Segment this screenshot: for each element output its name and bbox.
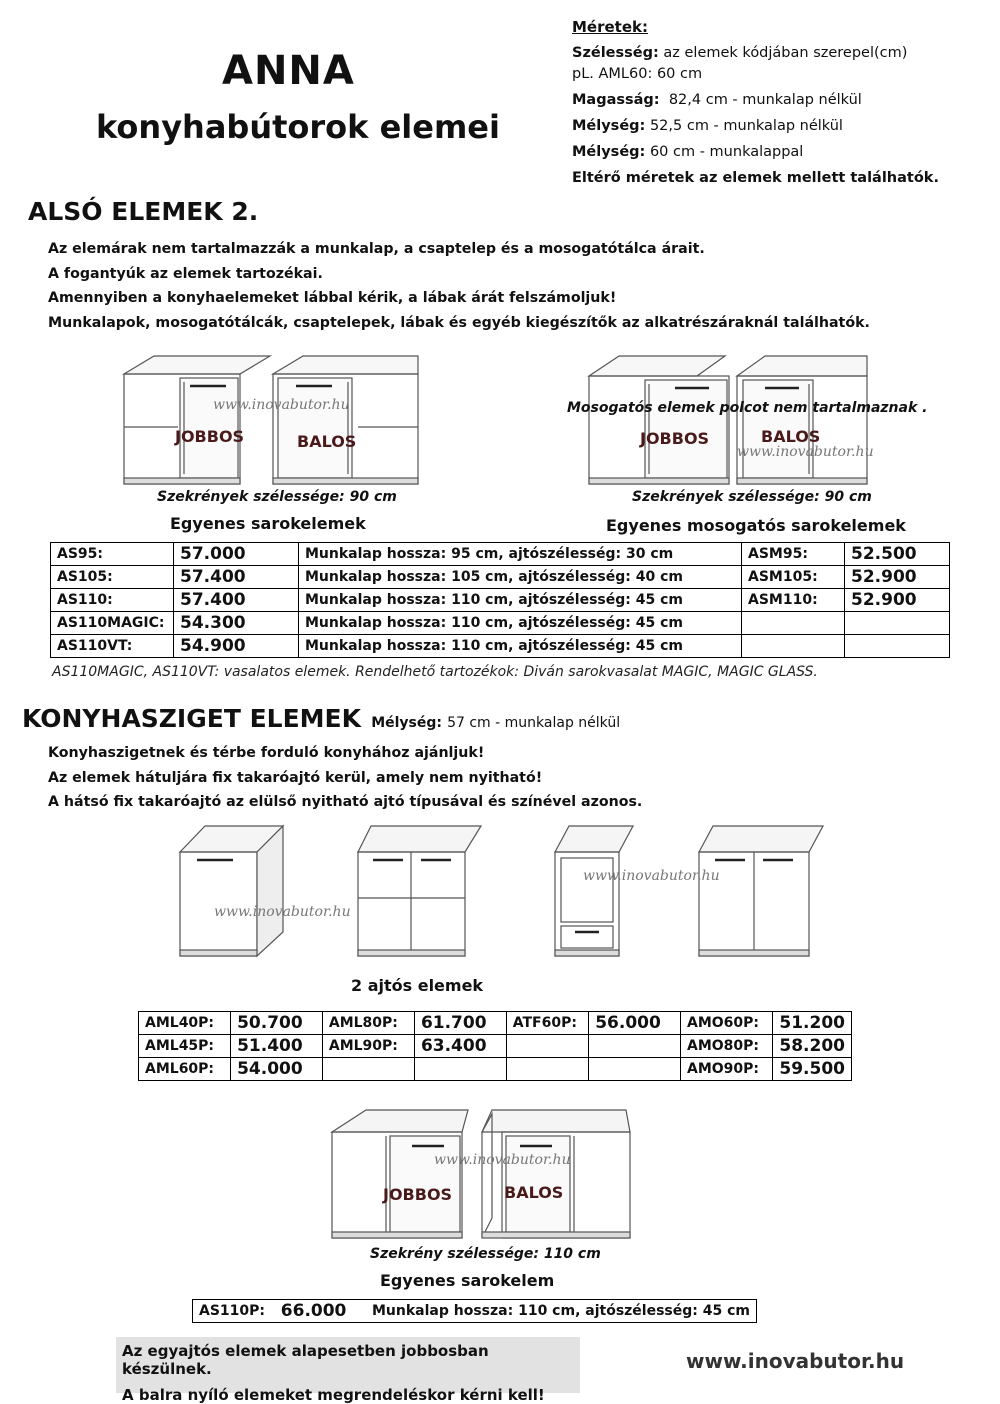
code-cell	[742, 635, 845, 658]
depth1-text: 52,5 cm - munkalap nélkül	[649, 118, 843, 134]
depth1-label: Mélység:	[572, 118, 646, 134]
footer-notice	[116, 1337, 580, 1404]
height-label: Magasság:	[572, 92, 660, 108]
width-text: az elemek kódjában szerepel(cm)	[663, 45, 908, 61]
price-cell: 58.200	[773, 1035, 852, 1058]
section2-notes	[48, 741, 642, 815]
code-cell: AS110P:	[193, 1300, 275, 1323]
code-cell	[506, 1058, 589, 1081]
price-cell: 54.900	[174, 635, 299, 658]
width-example: pL. AML60: 60 cm	[572, 66, 703, 82]
desc-cell: Munkalap hossza: 110 cm, ajtószélesség: 45 cm	[299, 589, 742, 612]
desc-cell: Munkalap hossza: 110 cm, ajtószélesség: 45 cm	[366, 1300, 757, 1323]
section2-note: Konyhaszigetnek és térbe forduló konyhához ajánljuk!	[48, 745, 485, 761]
code-cell: AML40P:	[139, 1012, 231, 1035]
code-cell: AML90P:	[322, 1035, 414, 1058]
group-title: Egyenes mosogatós sarokelemek	[606, 516, 906, 535]
price-cell: 57.400	[174, 566, 299, 589]
price-cell	[845, 612, 950, 635]
table-row	[139, 1058, 852, 1081]
jobbos-label: JOBBOS	[383, 1185, 453, 1204]
price-cell: 50.700	[231, 1012, 323, 1035]
price-cell: 52.900	[845, 566, 950, 589]
group-title: 2 ajtós elemek	[351, 976, 484, 995]
balos-label: BALOS	[297, 432, 357, 451]
code-cell: AMO90P:	[681, 1058, 773, 1081]
watermark: www.inovabutor.hu	[214, 904, 351, 920]
code-cell: AML80P:	[322, 1012, 414, 1035]
width-caption: Szekrény szélessége: 110 cm	[370, 1246, 601, 1262]
price-cell: 57.000	[174, 543, 299, 566]
dimensions-heading: Méretek:	[572, 18, 648, 36]
price-cell: 51.200	[773, 1012, 852, 1035]
depth-label: Mélység:	[371, 715, 442, 731]
watermark: www.inovabutor.hu	[434, 1152, 571, 1168]
desc-cell: Munkalap hossza: 110 cm, ajtószélesség: 45 cm	[299, 635, 742, 658]
price-cell: 51.400	[231, 1035, 323, 1058]
corner-price-table	[50, 542, 950, 658]
watermark: www.inovabutor.hu	[213, 397, 350, 413]
width-caption: Szekrények szélessége: 90 cm	[157, 489, 397, 505]
island-price-table	[138, 1011, 852, 1081]
desc-cell: Munkalap hossza: 95 cm, ajtószélesség: 30 cm	[299, 543, 742, 566]
group-title: Egyenes sarokelemek	[170, 514, 366, 533]
jobbos-label: JOBBOS	[640, 429, 710, 448]
code-cell	[742, 612, 845, 635]
price-cell: 54.000	[231, 1058, 323, 1081]
depth-text: 57 cm - munkalap nélkül	[447, 715, 621, 731]
watermark: www.inovabutor.hu	[737, 444, 874, 460]
price-cell: 66.000	[275, 1300, 366, 1323]
price-cell: 57.400	[174, 589, 299, 612]
page-title: ANNA	[222, 48, 355, 94]
footer-line: Az egyajtós elemek alapesetben jobbosban készülnek.	[122, 1342, 489, 1378]
footer-line: A balra nyíló elemeket megrendeléskor kérni kell!	[122, 1386, 545, 1404]
code-cell: AMO80P:	[681, 1035, 773, 1058]
dimensions-block	[572, 18, 992, 186]
section2-note: A hátsó fix takaróajtó az elülső nyitható ajtó típusával és színével azonos.	[48, 794, 643, 810]
table-row	[51, 635, 950, 658]
table-row	[139, 1035, 852, 1058]
website-link[interactable]: www.inovabutor.hu	[686, 1349, 905, 1373]
corner-price-row	[192, 1299, 757, 1323]
price-cell: 59.500	[773, 1058, 852, 1081]
price-cell: 63.400	[414, 1035, 506, 1058]
price-cell: 52.900	[845, 589, 950, 612]
section2-heading: KONYHASZIGET ELEMEK	[22, 704, 362, 733]
table-note: AS110MAGIC, AS110VT: vasalatos elemek. Rendelhető tartozékok: Diván sarokvasalat MAGIC, MAGIC GLASS.	[52, 664, 818, 680]
code-cell: AML45P:	[139, 1035, 231, 1058]
page-subtitle: konyhabútorok elemei	[96, 108, 500, 146]
sink-note: Mosogatós elemek polcot nem tartalmaznak .	[567, 400, 928, 416]
code-cell: AS110:	[51, 589, 174, 612]
code-cell: AS95:	[51, 543, 174, 566]
section2-note: Az elemek hátuljára fix takaróajtó kerül, amely nem nyitható!	[48, 769, 543, 786]
section1-note: Munkalapok, mosogatótálcák, csaptelepek, lábak és egyéb kiegészítők az alkatrészáraknál találhatók.	[48, 314, 870, 331]
table-row	[51, 589, 950, 612]
section2-heading-row	[22, 704, 620, 733]
price-cell: 61.700	[414, 1012, 506, 1035]
code-cell	[322, 1058, 414, 1081]
table-row	[51, 566, 950, 589]
price-cell	[589, 1035, 681, 1058]
island-cabinets-drawing	[175, 822, 835, 962]
section1-note: Amennyiben a konyhaelemeket lábbal kérik, a lábak árát felszámoljuk!	[48, 290, 617, 306]
code-cell: AS105:	[51, 566, 174, 589]
watermark: www.inovabutor.hu	[583, 868, 720, 884]
code-cell	[506, 1035, 589, 1058]
price-cell: 52.500	[845, 543, 950, 566]
table-row	[139, 1012, 852, 1035]
table-row	[51, 543, 950, 566]
code-cell: AS110MAGIC:	[51, 612, 174, 635]
depth2-label: Mélység:	[572, 144, 646, 160]
balos-label: BALOS	[761, 427, 821, 446]
price-cell	[845, 635, 950, 658]
price-cell	[589, 1058, 681, 1081]
balos-label: BALOS	[504, 1183, 564, 1202]
code-cell: AMO60P:	[681, 1012, 773, 1035]
price-cell	[414, 1058, 506, 1081]
island-corner-cabinets-drawing	[326, 1106, 636, 1246]
price-cell: 56.000	[589, 1012, 681, 1035]
table-row	[193, 1300, 757, 1323]
section1-note: A fogantyúk az elemek tartozékai.	[48, 265, 323, 282]
sink-corner-cabinets-drawing	[583, 352, 871, 492]
section1-note: Az elemárak nem tartalmazzák a munkalap, a csaptelep és a mosogatótálca árait.	[48, 241, 705, 257]
desc-cell: Munkalap hossza: 110 cm, ajtószélesség: 45 cm	[299, 612, 742, 635]
corner-cabinets-drawing	[118, 352, 423, 492]
jobbos-label: JOBBOS	[175, 427, 245, 446]
desc-cell: Munkalap hossza: 105 cm, ajtószélesség: 40 cm	[299, 566, 742, 589]
table-row	[51, 612, 950, 635]
code-cell: ASM95:	[742, 543, 845, 566]
section1-notes	[48, 237, 870, 335]
width-caption: Szekrények szélessége: 90 cm	[632, 489, 872, 505]
height-text: 82,4 cm - munkalap nélkül	[668, 92, 862, 108]
section1-heading: ALSÓ ELEMEK 2.	[28, 197, 259, 226]
code-cell: AS110VT:	[51, 635, 174, 658]
price-cell: 54.300	[174, 612, 299, 635]
other-dimensions-note: Eltérő méretek az elemek mellett találhatók.	[572, 170, 939, 186]
code-cell: AML60P:	[139, 1058, 231, 1081]
depth2-text: 60 cm - munkalappal	[649, 144, 804, 160]
code-cell: ASM105:	[742, 566, 845, 589]
code-cell: ATF60P:	[506, 1012, 589, 1035]
code-cell: ASM110:	[742, 589, 845, 612]
width-label: Szélesség:	[572, 45, 659, 61]
group-title: Egyenes sarokelem	[380, 1271, 555, 1290]
